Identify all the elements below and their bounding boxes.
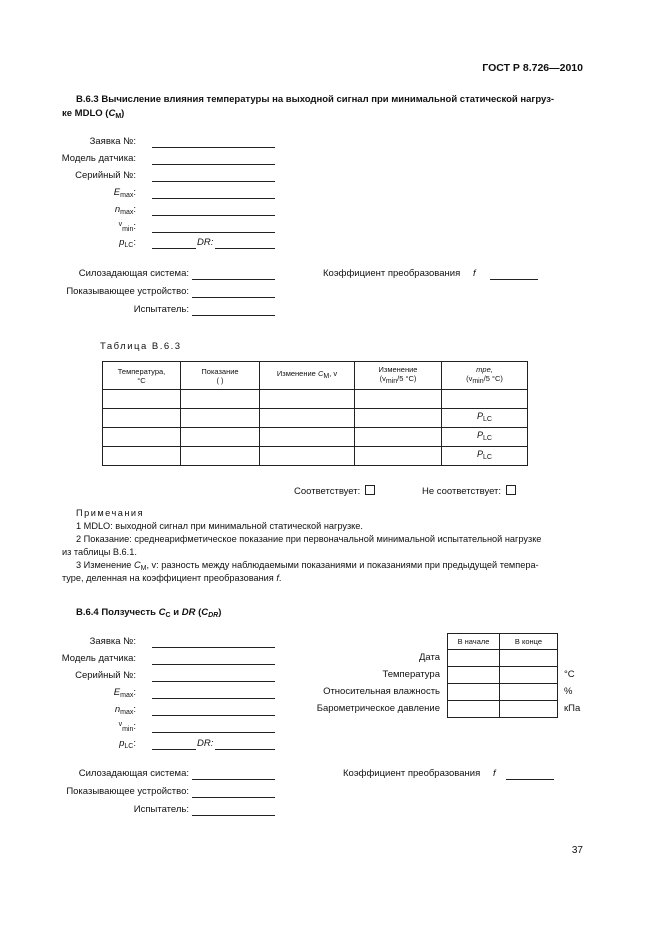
nmax-field[interactable] (152, 215, 275, 216)
force-system-field-2[interactable] (192, 779, 275, 780)
plc-label: $p_{LC}$: (119, 237, 136, 249)
sensor-model-label: Модель датчика: (61, 153, 136, 164)
env-unit-temp: °C (564, 669, 575, 680)
page-number: 37 (571, 845, 583, 856)
vmin-field[interactable] (152, 232, 275, 233)
dr-label-2: DR: (197, 738, 214, 749)
coef-field-2[interactable] (506, 779, 554, 780)
plc-cell: $P_{LC}$ (442, 409, 528, 428)
note-3-line1: 3 Изменение $C_M$, v: разность между наблюдаемыми показаниями и показаниями при предыдущей темпера- (76, 560, 539, 572)
notes-title: Примечания (76, 508, 145, 518)
environment-table (447, 633, 558, 718)
not-conforms-label: Не соответствует: (422, 485, 516, 497)
note-2-line2: из таблицы В.6.1. (62, 547, 137, 557)
note-2-line1: 2 Показание: среднеарифметическое показание при первоначальной минимальной испытательной нагрузке (76, 534, 542, 544)
sensor-model-label-2: Модель датчика: (61, 653, 136, 664)
table-row (103, 409, 528, 428)
table-header-row (103, 362, 528, 390)
env-humidity-end[interactable] (500, 684, 558, 701)
indicator-field[interactable] (192, 297, 275, 298)
header-temp: Температура, °C (103, 362, 181, 390)
env-unit-pressure: кПа (564, 703, 581, 714)
tester-label: Испытатель: (133, 304, 189, 315)
dr-label: DR: (197, 237, 214, 248)
serial-no-label-2: Серийный №: (75, 670, 136, 681)
env-humidity-start[interactable] (448, 684, 500, 701)
coef-label: Коэффициент преобразования (323, 268, 461, 279)
tester-label-2: Испытатель: (133, 804, 189, 815)
env-unit-humidity: % (564, 686, 573, 697)
section-b63-title-line1: В.6.3 Вычисление влияния температуры на выходной сигнал при минимальной статической нагруз- (76, 94, 555, 105)
section-b63-title-line2: ке MDLO $(C_M)$ (62, 108, 125, 120)
vmin-field-2[interactable] (152, 732, 275, 733)
plc-cell: $P_{LC}$ (442, 428, 528, 447)
force-system-label: Силозадающая система: (78, 268, 189, 279)
env-row-label-date: Дата (418, 652, 440, 663)
document-id: ГОСТ Р 8.726—2010 (482, 62, 583, 74)
indicator-field-2[interactable] (192, 797, 275, 798)
env-header-end: В конце (500, 634, 558, 650)
nmax-field-2[interactable] (152, 715, 275, 716)
coef-label-2: Коэффициент преобразования (343, 768, 481, 779)
section-b64-title: В.6.4 Ползучесть $C_C$ и DR $(C_{DR})$ (76, 607, 222, 619)
serial-no-label: Серийный №: (75, 170, 136, 181)
indicator-label-2: Показывающее устройство: (66, 786, 189, 797)
nmax-label-2: $n_{max}$: (114, 704, 136, 716)
table-row (103, 447, 528, 466)
order-no-label: Заявка №: (89, 136, 136, 147)
sensor-model-field-2[interactable] (152, 664, 275, 665)
tester-field[interactable] (192, 315, 275, 316)
not-conforms-checkbox[interactable] (506, 485, 516, 495)
env-pressure-end[interactable] (500, 701, 558, 718)
force-system-field[interactable] (192, 279, 275, 280)
env-pressure-start[interactable] (448, 701, 500, 718)
header-reading: Показание ( ) (181, 362, 260, 390)
tester-field-2[interactable] (192, 815, 275, 816)
header-change-vmin: Изменение (vmin/5 °C) (355, 362, 442, 390)
plc-cell: $P_{LC}$ (442, 447, 528, 466)
env-row-label-humidity: Относительная влажность (323, 686, 440, 697)
emax-label-2: $E_{max}$: (113, 687, 136, 699)
plc-field-2[interactable] (152, 749, 196, 750)
emax-label: $E_{max}$: (113, 187, 136, 199)
indicator-label: Показывающее устройство: (66, 286, 189, 297)
dr-field-2[interactable] (215, 749, 275, 750)
vmin-label-2: $^v_{min}$: (118, 721, 136, 733)
env-date-end[interactable] (500, 650, 558, 667)
nmax-label: $n_{max}$: (114, 204, 136, 216)
table-row (103, 428, 528, 447)
env-row-label-pressure: Барометрическое давление (316, 703, 440, 714)
plc-label-2: $p_{LC}$: (119, 738, 136, 750)
env-temp-start[interactable] (448, 667, 500, 684)
conforms-checkbox[interactable] (365, 485, 375, 495)
table-title: Таблица В.6.3 (100, 341, 182, 352)
env-temp-end[interactable] (500, 667, 558, 684)
order-no-field-2[interactable] (152, 647, 275, 648)
coef-symbol: f (473, 268, 476, 279)
dr-field[interactable] (215, 248, 275, 249)
table-row (103, 390, 528, 409)
coef-symbol-2: f (493, 768, 496, 779)
serial-no-field[interactable] (152, 181, 275, 182)
vmin-label: $^v_{min}$: (118, 221, 136, 233)
emax-field-2[interactable] (152, 698, 275, 699)
serial-no-field-2[interactable] (152, 681, 275, 682)
sensor-model-field[interactable] (152, 164, 275, 165)
note-1: 1 MDLO: выходной сигнал при минимальной статической нагрузке. (76, 521, 363, 531)
order-no-label-2: Заявка №: (89, 636, 136, 647)
header-change-cm: Изменение CM, v (260, 362, 355, 390)
note-3-line2: туре, деленная на коэффициент преобразования f. (62, 573, 282, 583)
force-system-label-2: Силозадающая система: (78, 768, 189, 779)
env-header-start: В начале (448, 634, 500, 650)
plc-field[interactable] (152, 248, 196, 249)
table-b63 (102, 361, 528, 466)
emax-field[interactable] (152, 198, 275, 199)
env-row-label-temp: Температура (382, 669, 440, 680)
coef-field[interactable] (490, 279, 538, 280)
order-no-field[interactable] (152, 147, 275, 148)
header-mpe: mpe, (vmin/5 °C) (442, 362, 528, 390)
env-date-start[interactable] (448, 650, 500, 667)
conforms-label: Соответствует: (294, 485, 375, 497)
